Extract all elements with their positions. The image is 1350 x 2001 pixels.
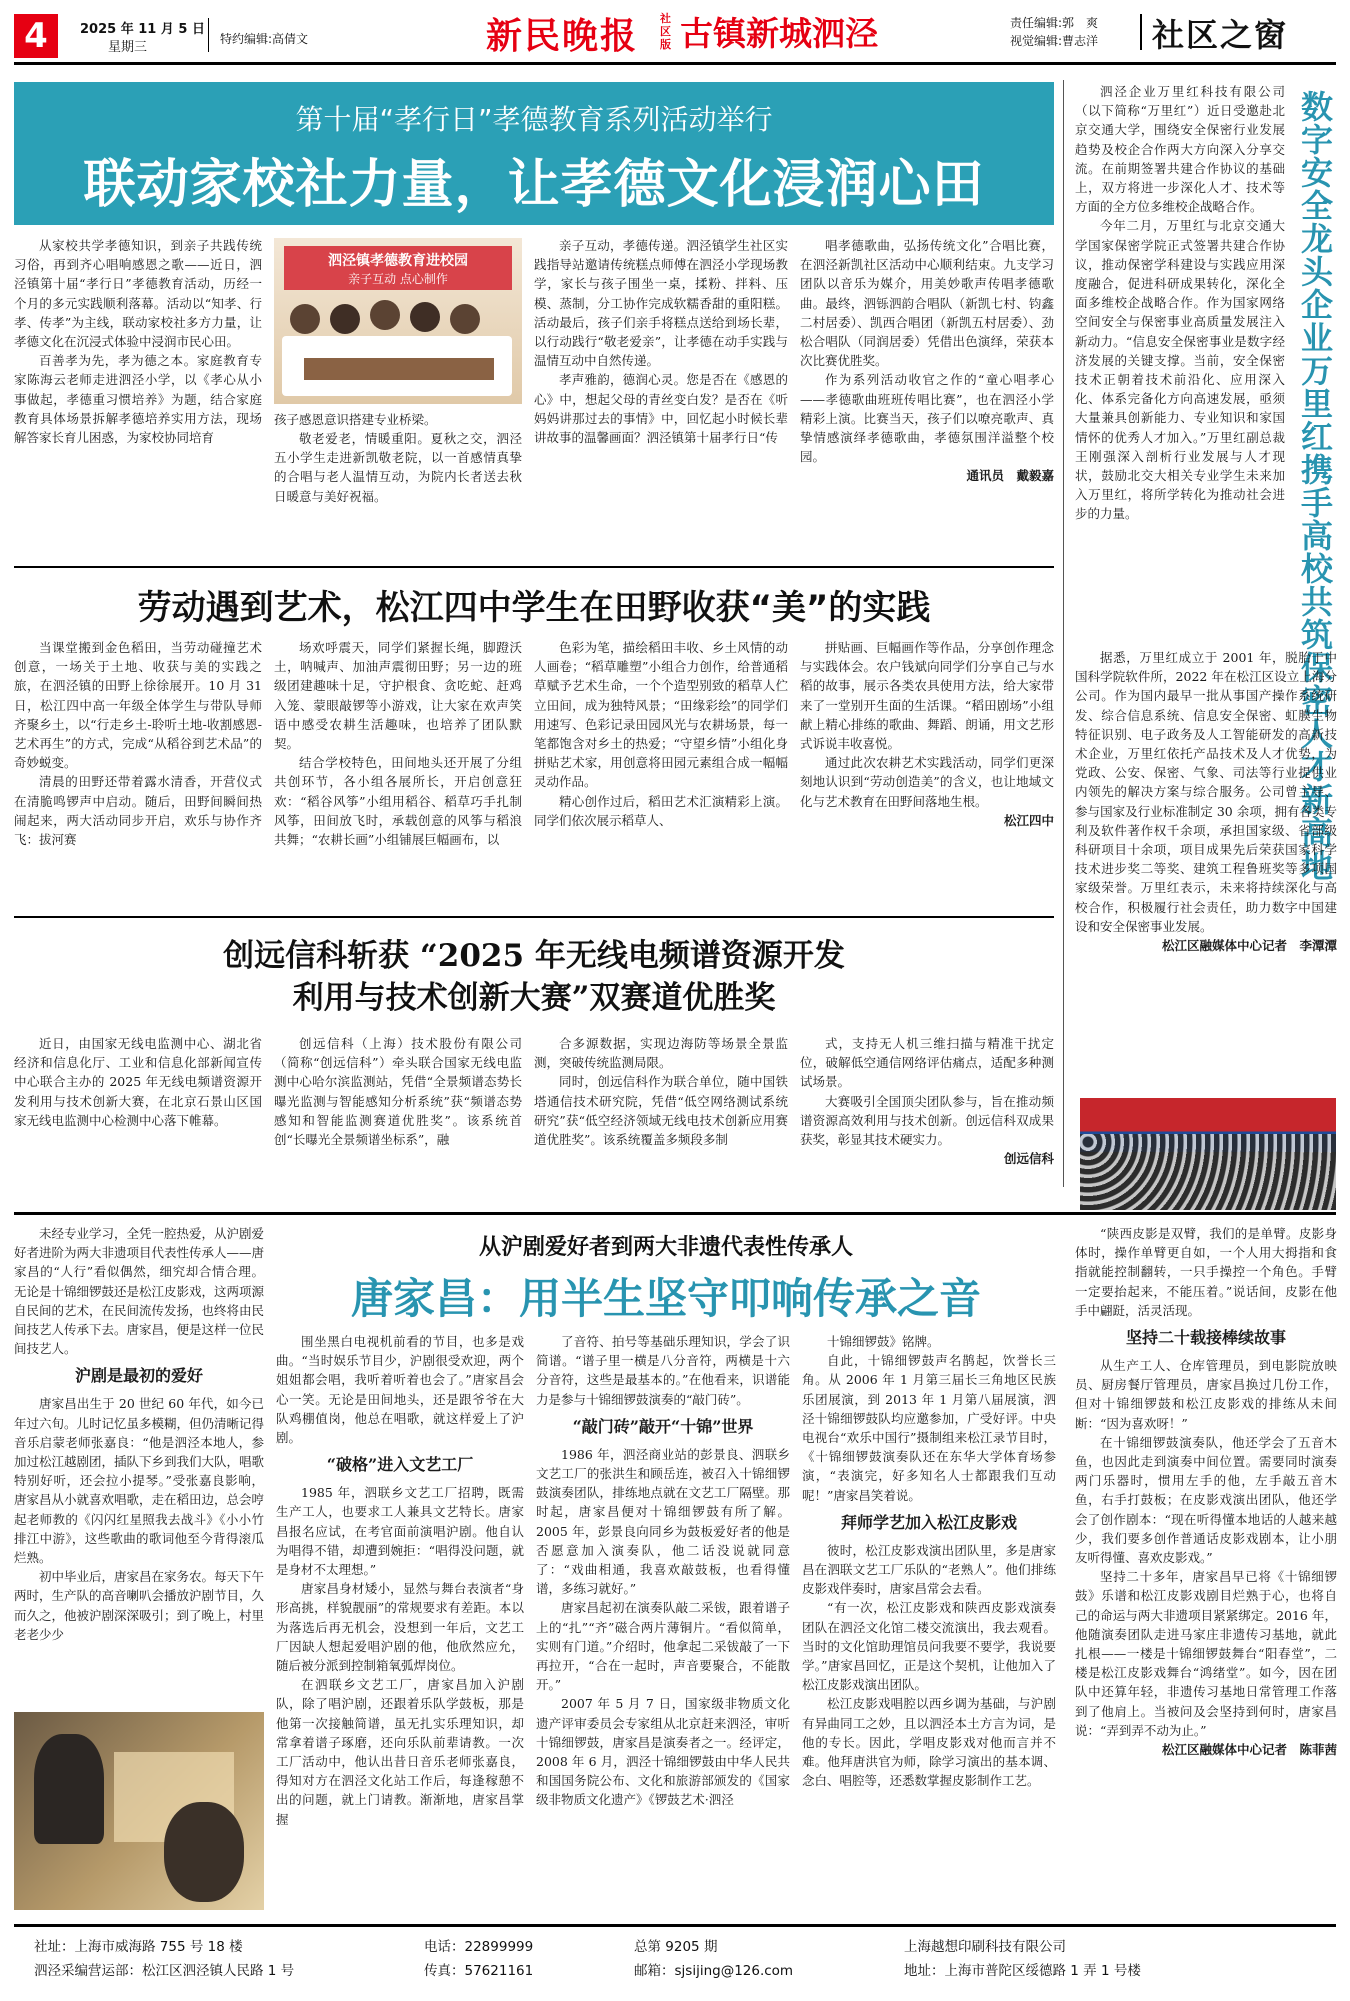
article1-kicker: 第十届“孝行日”孝德教育系列活动举行 xyxy=(295,103,773,136)
footer-fax: 传真：57621161 xyxy=(424,1963,534,1979)
footer-address: 社址：上海市威海路 755 号 18 楼 xyxy=(34,1939,243,1955)
page-footer xyxy=(14,1932,1336,1992)
article4-subhead2: “破格”进入文艺工厂 xyxy=(326,1455,474,1475)
article4-signature: 松江区融媒体中心记者 陈菲茜 xyxy=(1161,1742,1337,1758)
issue-date: 2025 年 11 月 5 日 xyxy=(80,22,205,37)
footer-printer: 上海越想印刷科技有限公司 xyxy=(904,1939,1066,1955)
article4-subhead5: 坚持二十载接棒续故事 xyxy=(1125,1328,1286,1348)
edition-label: 社区版 xyxy=(660,12,671,51)
article1-headline: 联动家校社力量，让孝德文化浸润心田 xyxy=(83,155,985,215)
article4-subhead4: 拜师学艺加入松江皮影戏 xyxy=(840,1512,1017,1532)
sidebar-text1: 泗泾企业万里红科技有限公司（以下简称“万里红”）近日受邀赴北京交通大学，围绕安全保密行业发展趋势及校企合作两大方向深入分享交流。在前期签署共建合作协议的基础上，双方将进一步深化人才、技术等方面的全方位多维校企战略合作。 今年二月，万里红与北京交通大学国家保密学院正式签署共建合作协议，推动保密学科建设与实践应用深度融合，促进科研成果转化，深化全面多维校企战略合作。作为国家网络空间安全与保密事业高质量发展注入新动力。“信息安全保密事业是数字经济发展的关键支撑。当前，安全保密技术正朝着技术前沿化、应用深入化、体系完备化方向高速发展，亟须大量兼具创新能力、专业知识和家国情怀的优秀人才加入。”万里红副总裁王刚强深入剖析行业发展与人才现状，鼓励北交大相关专业学生未来加入万里红，将所学转化为推动社会进步的力量。 xyxy=(1075,84,1285,522)
article1-photo xyxy=(274,238,522,404)
article3-col1: 近日，由国家无线电监测中心、湖北省经济和信息化厅、工业和信息化部新闻宣传中心联合主办的 2025 年无线电频谱资源开发利用与技术创新大赛，在北京石景山区国家无线电监测中心检测中心落下帷幕。 xyxy=(14,1036,262,1128)
footer-phone: 电话：22899999 xyxy=(424,1939,534,1955)
section-title: 社区之窗 xyxy=(1152,16,1289,54)
article2-col3: 色彩为笔，描绘稻田丰收、乡土风情的动人画卷；“稻草雕塑”小组合力创作，给普通稻草赋予艺术生命，一个个造型别致的稻草人伫立田间，成为独特风景；“田缘彩绘”的同学们用速写、色彩记录田园风光与农耕场景，每一笔都饱含对乡土的热爱；“守望乡情”小组化身拼贴艺术家，用创意将田园元素组合成一幅幅灵动作品。 精心创作过后，稻田艺术汇演精彩上演。同学们依次展示稻草人、 xyxy=(534,640,788,828)
article2-signature: 松江四中 xyxy=(1003,812,1054,828)
article4-subhead3: “敲门砖”敲开“十锦”世界 xyxy=(572,1416,754,1436)
article2-col1: 当课堂搬到金色稻田，当劳动碰撞艺术创意，一场关于土地、收获与美的实践之旅，在泗泾镇的田野上徐徐展开。10 月 31 日，松江四中高一年级全体学生与带队导师齐聚乡土，以“行走乡土-聆听土地-收割感恩-艺术再生”的方式，完成“从稻谷到艺术品”的奇妙蜕变。 清晨的田野还带着露水清香，开营仪式在清脆鸣锣声中启动。随后，田野间瞬间热闹起来，两大活动同步开启，欢乐与协作齐飞：拔河赛 xyxy=(14,640,262,848)
photo-banner-text2: 亲子互动 点心制作 xyxy=(348,272,448,286)
photo-caption: 孩子感恩意识搭建专业桥梁。 xyxy=(274,412,437,427)
article4-col4: 十锦细锣鼓》铭牌。 自此，十锦细锣鼓声名鹊起，饮誉长三角。从 2006 年 1 月第三届长三角地区民族乐团展演，到 2013 年 1 月第八届展演，泗泾十锦细锣鼓队均应邀参加，广受好评。中央电视台“欢乐中国行”摄制组来松江录节目时，《十锦细锣鼓演奏队还在东华大学体育场参演，“表演完，好多知名人士都跟我们互动呢！”唐家昌笑着说。 拜师学艺加入松江皮影戏 彼时，松江皮影戏演出团队里，多是唐家昌在泗联文艺工厂乐队的“老熟人”。他们排练皮影戏伴奏时，唐家昌常会去看。 “有一次，松江皮影戏和陕西皮影戏演奏团队在泗泾文化馆二楼交流演出，我去观看。当时的文化馆助理馆员问我要不要学，我说要学。”唐家昌回忆，正是这个契机，让他加入了松江皮影戏演出团队。 松江皮影戏唱腔以西乡调为基础，与沪剧有异曲同工之妙，且以泗泾本土方言为词，是他的专长。因此，学唱皮影戏对他而言并不难。他拜唐洪官为师，除学习演出的基本调、念白、唱腔等，还悉数掌握皮影制作工艺。 xyxy=(802,1334,1056,1789)
article4-col1: 未经专业学习，全凭一腔热爱，从沪剧爱好者进阶为两大非遗项目代表性传承人——唐家昌的“人行”看似偶然，细究却合情合理。无论是十锦细锣鼓还是松江皮影戏，这两项源自民间的艺术，在民间流传发扬，也终将由民间技艺人传承下去。唐家昌，便是这样一位民间技艺人。 沪剧是最初的爱好 唐家昌出生于 20 世纪 60 年代，如今已年过六旬。儿时记忆虽多模糊，但仍清晰记得音乐启蒙老师张嘉良：“他是泗泾本地人，参加过松江越剧团，插队下乡到我们大队，唱歌特别好听，还会拉小提琴。”受张嘉良影响，唐家昌从小就喜欢唱歌，走在稻田边，总会哼起老师教的《闪闪红星照我去战斗》《小小竹排江中游》，这些歌曲的歌词他至今背得滚瓜烂熟。 初中毕业后，唐家昌在家务农。每天下午两时，生产队的高音喇叭会播放沪剧节目，久而久之，他被沪剧深深吸引；到了晚上，村里老老少少 xyxy=(14,1226,264,1642)
footer-printer-address: 地址：上海市普陀区绥德路 1 弄 1 号楼 xyxy=(904,1963,1141,1979)
article3-col3: 合多源数据，实现边海防等场景全景监测，突破传统监测局限。 同时，创远信科作为联合单位，随中国铁塔通信技术研究院，凭借“低空网络测试系统研究”获“低空经济领域无线电技术创新应用赛道优胜奖”。该系统覆盖多频段多制 xyxy=(534,1036,788,1148)
article1-signature: 通讯员 戴毅嘉 xyxy=(966,468,1054,484)
chief-editor: 责任编辑:郭 爽 xyxy=(1010,16,1099,30)
article3-headline-line1: 创远信科斩获 “2025 年无线电频谱资源开发 xyxy=(223,938,845,974)
special-editor: 特约编辑:高倩文 xyxy=(220,32,309,46)
article3-signature: 创远信科 xyxy=(1003,1151,1054,1167)
footer-address2: 泗泾采编营运部：松江区泗泾镇人民路 1 号 xyxy=(34,1963,295,1979)
article1-col2: 孩子感恩意识搭建专业桥梁。 敬老爱老，情暖重阳。夏秋之交，泗泾五小学生走进新凯敬老院，以一首感情真挚的合唱与老人温情互动，为院内长者送去秋日暖意与美好祝福。 xyxy=(274,412,522,504)
article2-headline: 劳动遇到艺术，松江四中学生在田野收获“美”的实践 xyxy=(137,588,931,628)
sidebar-photo xyxy=(1080,1098,1336,1210)
photo-banner-text: 泗泾镇孝德教育进校园 xyxy=(328,253,468,269)
sidebar-vertical-title: 数字安全龙头企业万里红携手高校共筑保密人才新高地 xyxy=(1296,90,1334,882)
sidebar-signature: 松江区融媒体中心记者 李潭潭 xyxy=(1161,938,1337,954)
article3-col4: 式，支持无人机三维扫描与精准干扰定位，破解低空通信网络评估痛点，适配多种测试场景。 大赛吸引全国顶尖团队参与，旨在推动频谱资源高效利用与技术创新。创远信科双成果获奖，彰显其技术硬实力。 创远信科 xyxy=(800,1034,1054,1186)
footer-email: 邮箱：sjsijing@126.com xyxy=(634,1963,794,1979)
edition-title: 古镇新城泗泾 xyxy=(680,14,878,53)
visual-editor: 视觉编辑:曹志洋 xyxy=(1010,34,1099,48)
article4-col3: 了音符、拍号等基础乐理知识，学会了识简谱。“谱子里一横是八分音符，两横是十六分音符，这些是最基本的。”在他看来，识谱能力是参与十锦细锣鼓演奏的“敲门砖”。 “敲门砖”敲开“十锦”世界 1986 年，泗泾商业站的彭景良、泗联乡文艺工厂的张洪生和顾岳连，被召入十锦细锣鼓演奏团队，排练地点就在文艺工厂隔壁。那时起，唐家昌便对十锦细锣鼓有所了解。2005 年，彭景良向同乡为鼓板爱好者的他是否愿意加入演奏队，他二话没说就同意了：“戏曲相通，我喜欢敲鼓板，也看得懂谱，多练习就好。” 唐家昌起初在演奏队敲二采钹，跟着谱子上的“扎”“齐”磁合两片薄铜片。“看似简单，实则有门道。”介绍时，他拿起二采钹敲了一下再拉开，“合在一起时，声音要聚合，不能散开。” 2007 年 5 月 7 日，国家级非物质文化遗产评审委员会专家组从北京赶来泗泾，审听十锦细锣鼓，唐家昌是演奏者之一。经评定，2008 年 6 月，泗泾十锦细锣鼓由中华人民共和国国务院公布、文化和旅游部颁发的《国家级非物质文化遗产》《锣鼓艺术·泗泾 xyxy=(536,1334,790,1808)
sidebar-text2: 据悉，万里红成立于 2001 年，脱胎于中国科学院软件所，2022 年在松江区设立上海分公司。作为国内最早一批从事国产操作系统研发、综合信息系统、信息安全保密、虹膜生物特征识别、电子政务及人工智能研发的高新技术企业，万里红依托产品技术及人才优势，为党政、公安、保密、气象、司法等行业提供业内领先的解决方案与综合服务。公司曾主导、参与国家及行业标准制定 30 余项，拥有各类专利及软件著作权千余项，承担国家级、省部级科研项目十余项，项目成果先后荣获国家科学技术进步奖二等奖、建筑工程鲁班奖等多项国家级荣誉。万里红表示，未来将持续深化与高校合作，积极履行社会责任，助力数字中国建设和安全保密事业发展。 松江区融媒体中心记者 李潭潭 xyxy=(1075,648,1337,1096)
article4-kicker: 从沪剧爱好者到两大非遗代表性传承人 xyxy=(478,1235,853,1260)
paper-logo: 新民晚报 xyxy=(486,15,639,57)
page-number: 4 xyxy=(14,14,58,58)
footer-issue: 总第 9205 期 xyxy=(634,1939,718,1955)
article1-col1: 从家校共学孝德知识，到亲子共践传统习俗，再到齐心唱响感恩之歌——近日，泗泾镇第十届“孝行日”孝德教育活动，历经一个月的多元实践顺利落幕。活动以“知孝、行孝、传孝”为主线，联动家校社多方力量，让孝德文化在沉浸式体验中浸润市民心田。 百善孝为先，孝为德之本。家庭教育专家陈海云老师走进泗泾小学，以《孝心从小事做起，孝德重习惯培养》为题，结合家庭教育具体场景拆解孝德培养实用方法，现场解答家长育儿困惑，为家校协同培育 xyxy=(14,238,262,446)
article4-headline: 唐家昌：用半生坚守叩响传承之音 xyxy=(350,1274,981,1323)
article4-photo xyxy=(14,1712,264,1910)
article1-banner xyxy=(14,82,1054,225)
article3-col2: 创远信科（上海）技术股份有限公司（简称“创远信科”）牵头联合国家无线电监测中心哈尔滨监测站，凭借“全景频谱态势长曝光监测与智能感知分析系统”获“频谱态势感知和智能监测赛道优胜奖”。该系统首创“长曝光全景频谱坐标系”，融 xyxy=(274,1036,522,1148)
page-header xyxy=(0,0,1350,62)
article4-col5: “陕西皮影是双臂，我们的是单臂。皮影身体时，操作单臂更自如，一个人用大拇指和食指就能控制翻转，一只手操控一个角色。手臂一定要抬起来，不能压着。”说话间，皮影在他手中翩跹，活灵活现。 坚持二十载接棒续故事 从生产工人、仓库管理员，到电影院放映员、厨房餐厅管理员，唐家昌换过几份工作，但对十锦细锣鼓和松江皮影戏的排练从未间断：“因为喜欢呀！” 在十锦细锣鼓演奏队，他还学会了五音木鱼，也因此走到演奏中间位置。需要同时演奏两门乐器时，惯用左手的他，左手敲五音木鱼，右手打鼓板；在皮影戏演出团队，他还学会了创作剧本：“现在听得懂本地话的人越来越少，我们要多创作普通话皮影戏剧本，让小朋友听得懂、喜欢皮影戏。” 坚持二十多年，唐家昌早已将《十锦细锣鼓》乐谱和松江皮影戏剧目烂熟于心，也将自己的命运与两大非遗项目紧紧绑定。2016 年，他随演奏团队走进马家庄非遗传习基地，就此扎根——一楼是十锦细锣鼓舞台“阳春堂”，二楼是松江皮影戏舞台“鸿绪堂”。如今，因在团队中还算年轻，非遗传习基地日常管理工作落到了他肩上。当被问及会坚持到何时，唐家昌说：“弄到弄不动为止。” 松江区融媒体中心记者 陈菲茜 xyxy=(1075,1224,1337,1910)
issue-weekday: 星期三 xyxy=(108,40,148,55)
article4-col2: 围坐黑白电视机前看的节目，也多是戏曲。“当时娱乐节目少，沪剧很受欢迎，两个姐姐都会唱，我听着听着也会了。”唐家昌会心一笑。无论是田间地头，还是跟爷爷在大队鸡棚值岗，他总在唱歌，就这样爱上了沪剧。 “破格”进入文艺工厂 1985 年，泗联乡文艺工厂招聘，既需生产工人，也要求工人兼具文艺特长。唐家昌报名应试，在考官面前演唱沪剧。他自认为唱得不错，却遭到婉拒：“唱得没问题，就是身材不太理想。” 唐家昌身材矮小，显然与舞台表演者“身形高挑，样貌靓丽”的常规要求有差距。本以为落选后再无机会，没想到一年后，文艺工厂因缺人想起爱唱沪剧的他，他欣然应允，随后被分派到控制箱氧弧焊岗位。 在泗联乡文艺工厂，唐家昌加入沪剧队，除了唱沪剧，还跟着乐队学鼓板，那是他第一次接触简谱，虽无扎实乐理知识，却常拿着谱子琢磨，还向乐队前辈请教。一次工厂活动中，他认出昔日音乐老师张嘉良，得知对方在泗泾文化站工作后，每逢稼憩不出的问题，就上门请教。渐渐地，唐家昌掌握 xyxy=(276,1334,524,1827)
article1-col4: 唱孝德歌曲，弘扬传统文化”合唱比赛，在泗泾新凯社区活动中心顺利结束。九支学习团队以音乐为媒介，用美妙歌声传唱孝德歌曲。最终，泗铄泗韵合唱队（新凯七村、钧鑫二村居委）、凯西合唱团（新凯五村居委）、劲松合唱队（同润居委）凭借出色演绎，荣获本次比赛优胜奖。 作为系列活动收官之作的“童心唱孝心——孝德歌曲班班传唱比赛”，也在泗泾小学精彩上演。比赛当天，孩子们以嘹亮歌声、真挚情感演绎孝德歌曲，孝德氛围洋溢整个校园。 通讯员 戴毅嘉 xyxy=(800,236,1054,552)
article3-headline-line2: 利用与技术创新大赛”双赛道优胜奖 xyxy=(292,980,776,1016)
article1-col3: 亲子互动，孝德传递。泗泾镇学生社区实践指导站邀请传统糕点师傅在泗泾小学现场教学，家长与孩子围坐一桌，揉粉、拌料、压模、蒸制，分工协作完成软糯香甜的重阳糕。活动最后，孩子们亲手将糕点送给到场长辈，以行动践行“敬老爱亲”，让孝德在动手实践与温情互动中自然传递。 孝声雅韵，德润心灵。您是否在《感恩的心》中，想起父母的青丝变白发？是否在《听妈妈讲那过去的事情》中，回忆起小时候长辈讲故事的温馨画面？泗泾镇第十届孝行日“传 xyxy=(534,238,788,446)
article2-col2: 场欢呼震天，同学们紧握长绳，脚蹬沃土，呐喊声、加油声震彻田野；另一边的班级团建趣味十足，守护根食、贪吃蛇、赶鸡入笼、蒙眼敲锣等小游戏，让大家在欢声笑语中感受农耕生活趣味，也培养了团队默契。 结合学校特色，田间地头还开展了分组共创环节，各小组各展所长，开启创意狂欢：“稻谷风筝”小组用稻谷、稻草巧手扎制风筝，田间放飞时，承载创意的风筝与稻浪共舞；“农耕长画”小组铺展巨幅画布，以 xyxy=(274,640,522,848)
article2-col4: 拼贴画、巨幅画作等作品，分享创作理念与实践体会。农户钱斌向同学们分享自己与水稻的故事，展示各类农具使用方法，给大家带来了一堂别开生面的生活课。“稻田剧场”小组献上精心排练的歌曲、舞蹈、朗诵，用文艺形式诉说丰收喜悦。 通过此次农耕艺术实践活动，同学们更深刻地认识到“劳动创造美”的含义，也让地域文化与艺术教育在田野间落地生根。 松江四中 xyxy=(800,638,1054,903)
article4-subhead1: 沪剧是最初的爱好 xyxy=(74,1366,203,1386)
